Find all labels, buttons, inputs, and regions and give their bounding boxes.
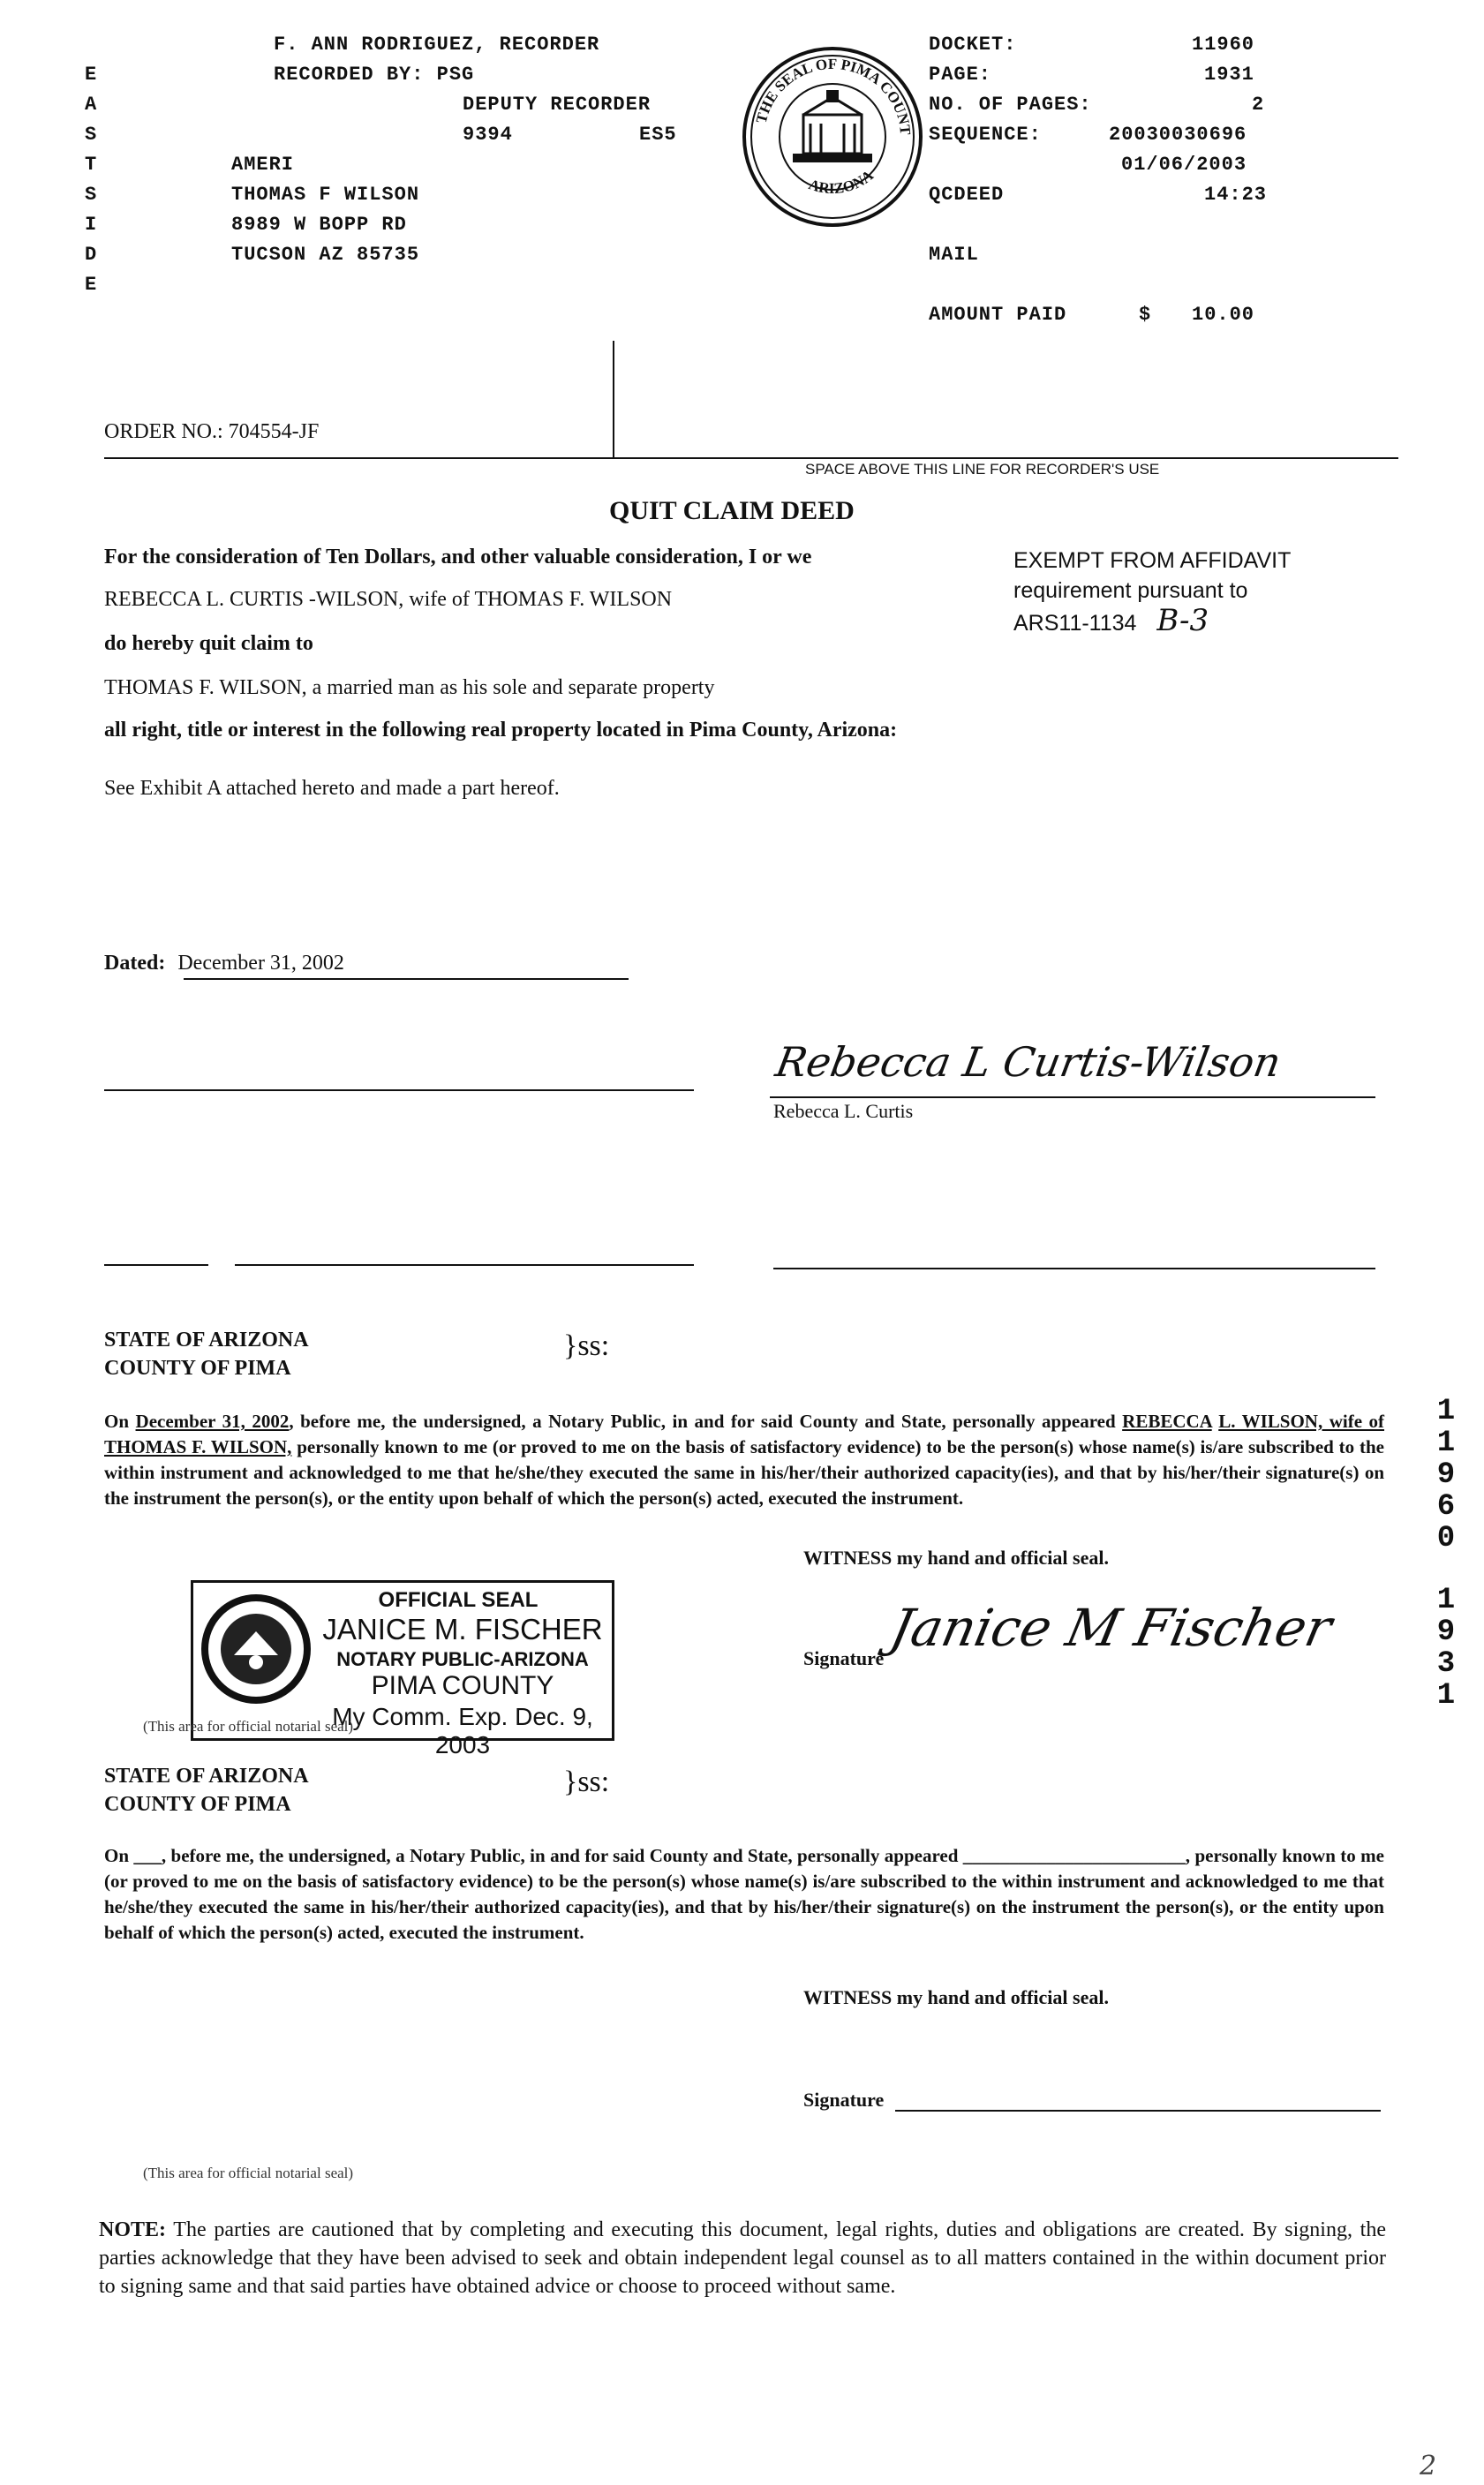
return-name-2: THOMAS F WILSON xyxy=(231,184,420,206)
side-letter: I xyxy=(85,214,97,236)
dated-row xyxy=(104,952,344,975)
stamp-title: OFFICIAL SEAL xyxy=(378,1588,539,1612)
page-value: 1931 xyxy=(1204,64,1254,86)
side-docket-digit: 1 xyxy=(1436,1395,1456,1428)
svg-text:ARIZONA: ARIZONA xyxy=(806,166,877,198)
page-label: PAGE: xyxy=(929,64,992,86)
notary-seal-emblem-icon xyxy=(199,1592,313,1706)
dated-label: Dated: xyxy=(104,952,166,975)
pages-value: 2 xyxy=(1252,94,1265,116)
grantee-text: THOMAS F. WILSON, a married man as his sole and separate property xyxy=(104,676,715,699)
grantor-text: REBECCA L. CURTIS -WILSON, wife of THOMAS F. WILSON xyxy=(104,588,673,611)
dated-line xyxy=(184,978,629,980)
recorder-name: F. ANN RODRIGUEZ, RECORDER xyxy=(274,34,600,56)
deputy-code: ES5 xyxy=(639,124,677,146)
recorder-space-line xyxy=(104,457,1398,459)
side-page-digit: 1 xyxy=(1436,1679,1456,1713)
order-value: 704554-JF xyxy=(228,420,320,443)
notary2-witness: WITNESS my hand and official seal. xyxy=(803,1986,1109,2008)
notary2-seal-area-note: (This area for official notarial seal) xyxy=(143,2165,354,2181)
notary1-seal-area-note: (This area for official notarial seal) xyxy=(143,1718,354,1735)
document-title: QUIT CLAIM DEED xyxy=(609,496,855,525)
order-label: ORDER NO.: xyxy=(104,420,223,443)
notary1-signature: Janice M Fischer xyxy=(885,1598,1337,1658)
side-docket-digit: 6 xyxy=(1436,1490,1456,1524)
notary1-signature-label: Signature xyxy=(803,1647,885,1669)
stamp-role: NOTARY PUBLIC-ARIZONA xyxy=(336,1648,589,1670)
return-address-2: TUCSON AZ 85735 xyxy=(231,244,420,266)
return-address-1: 8989 W BOPP RD xyxy=(231,214,407,236)
return-name-1: AMERI xyxy=(231,154,295,176)
exempt-line-1: EXEMPT FROM AFFIDAVIT xyxy=(1013,548,1292,573)
signature-line-left-2b xyxy=(235,1264,694,1266)
amount-currency: $ xyxy=(1139,304,1152,326)
notary1-state: STATE OF ARIZONA xyxy=(104,1329,309,1352)
pima-county-seal-icon xyxy=(740,44,925,230)
order-number xyxy=(104,420,319,444)
signature-line-right-2 xyxy=(773,1268,1375,1269)
stamp-county: PIMA COUNTY xyxy=(371,1671,554,1700)
side-letter: A xyxy=(85,94,97,116)
exempt-line-3: ARS11-1134 B-3 xyxy=(1013,603,1209,638)
recorder-space-note: SPACE ABOVE THIS LINE FOR RECORDER'S USE xyxy=(805,461,1160,478)
notary1-county: COUNTY OF PIMA xyxy=(104,1357,291,1380)
stamp-notary-name: JANICE M. FISCHER xyxy=(322,1613,603,1645)
notary2-signature-label: Signature xyxy=(803,2089,885,2111)
sequence-label: SEQUENCE: xyxy=(929,124,1042,146)
dated-value: December 31, 2002 xyxy=(177,952,344,975)
side-page-digit: 3 xyxy=(1436,1647,1456,1681)
notary2-county: COUNTY OF PIMA xyxy=(104,1793,291,1816)
notary2-acknowledgment: On ___, before me, the undersigned, a Notary Public, in and for said County and State, personally appeared ________________________, personally known to me (or proved to me on the basis of satisfactory evidence) to be the person(s) whose name(s) is/are subscribed to the within instrument and acknowledged to me that he/she/they executed the same in his/her/their authorized capacity(ies), and that by his/her/their signature(s) on the instrument the person(s), or the entity upon behalf of which the person(s) acted, executed the instrument. xyxy=(104,1845,1384,1943)
side-docket-digit: 9 xyxy=(1436,1458,1456,1492)
deputy-number: 9394 xyxy=(463,124,513,146)
side-letter: T xyxy=(85,154,97,176)
amount-value: 10.00 xyxy=(1192,304,1255,326)
notary2-signature-line xyxy=(895,2110,1381,2112)
notary1-date: December 31, 2002 xyxy=(135,1411,290,1432)
doc-type: QCDEED xyxy=(929,184,1005,206)
grantor-signature: Rebecca L Curtis-Wilson xyxy=(772,1038,1284,1086)
mail-label: MAIL xyxy=(929,244,979,266)
side-letter: D xyxy=(85,244,97,266)
notary2-state: STATE OF ARIZONA xyxy=(104,1765,309,1788)
side-letter: E xyxy=(85,274,97,296)
note-text: The parties are cautioned that by completing and executing this document, legal rights, duties and obligations are created. By signing, the parties acknowledge that they have been advised to seek and obtain independent legal counsel as to all matters contained in the within document prior to signing same and that said parties have obtained advice or choose to proceed without same. xyxy=(99,2218,1386,2298)
recorded-by: RECORDED BY: PSG xyxy=(274,64,475,86)
record-time: 14:23 xyxy=(1204,184,1268,206)
page-mark: 2 xyxy=(1420,2451,1437,2481)
notary1-appeared-name: REBECCA xyxy=(1122,1411,1212,1432)
sequence-value: 20030030696 xyxy=(1109,124,1247,146)
notary1-venue xyxy=(104,1326,309,1382)
side-docket-digit: 1 xyxy=(1436,1427,1456,1460)
exempt-notice xyxy=(1013,546,1291,638)
side-letter: S xyxy=(85,184,97,206)
side-letter: E xyxy=(85,64,97,86)
recorder-box-divider xyxy=(613,341,614,457)
side-page-digit: 9 xyxy=(1436,1615,1456,1649)
record-date: 01/06/2003 xyxy=(1121,154,1247,176)
pages-label: NO. OF PAGES: xyxy=(929,94,1092,116)
notary2-ss: }ss: xyxy=(563,1766,610,1798)
consideration-text: For the consideration of Ten Dollars, and other valuable consideration, I or we xyxy=(104,546,812,569)
notary1-acknowledgment: On December 31, 2002, before me, the undersigned, a Notary Public, in and for said County and State, personally appeared REBECCA L. WILSON, wife of THOMAS F. WILSON, personally known to me (or proved to me on the basis of satisfactory evidence) to be the person(s) whose name(s) is/are subscribed to the within instrument and acknowledged to me that he/she/they executed the same in his/her/their authorized capacity(ies), and that by his/her/their signature(s) on the instrument the person(s), or the entity upon behalf of which the person(s) acted, executed the instrument. xyxy=(104,1411,1385,1509)
side-page-digit: 1 xyxy=(1436,1584,1456,1617)
amount-label: AMOUNT PAID xyxy=(929,304,1067,326)
deputy-recorder: DEPUTY RECORDER xyxy=(463,94,652,116)
signature-line-left-1 xyxy=(104,1089,694,1091)
note-label: NOTE: xyxy=(99,2218,167,2241)
notary1-ss: }ss: xyxy=(563,1329,610,1362)
signature-line-left-2a xyxy=(104,1264,208,1266)
exhibit-text: See Exhibit A attached hereto and made a part hereof. xyxy=(104,777,560,800)
notary1-witness: WITNESS my hand and official seal. xyxy=(803,1547,1109,1569)
quit-claim-text: do hereby quit claim to xyxy=(104,632,313,655)
legal-note xyxy=(99,2216,1386,2301)
signature-line-right-1 xyxy=(770,1096,1375,1098)
right-title-text: all right, title or interest in the following real property located in Pima County, Arizona: xyxy=(104,719,898,742)
notary-official-seal xyxy=(191,1580,614,1758)
exempt-code-handwritten: B-3 xyxy=(1156,603,1209,638)
stamp-expiration: My Comm. Exp. Dec. 9, 2003 xyxy=(332,1703,593,1758)
notary2-venue xyxy=(104,1762,309,1819)
exempt-line-2: requirement pursuant to xyxy=(1013,578,1248,603)
docket-value: 11960 xyxy=(1192,34,1255,56)
side-letter: S xyxy=(85,124,97,146)
grantor-name: Rebecca L. Curtis xyxy=(773,1100,914,1122)
svg-text:THE SEAL OF PIMA COUNTY: THE SEAL OF PIMA COUNT xyxy=(752,55,915,136)
docket-label: DOCKET: xyxy=(929,34,1017,56)
side-docket-digit: 0 xyxy=(1436,1522,1456,1555)
